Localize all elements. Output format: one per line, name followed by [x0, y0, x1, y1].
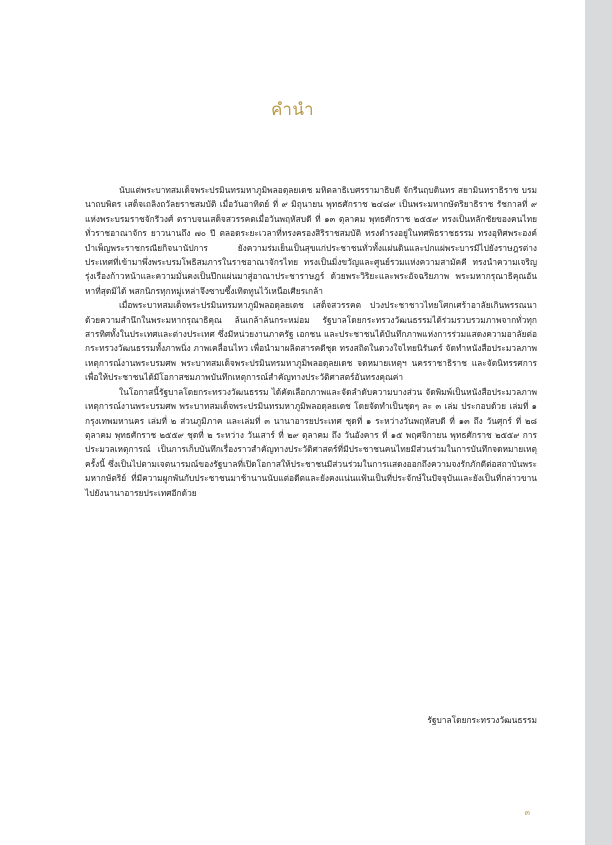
page-edge-bar	[585, 0, 612, 845]
paragraph-1: นับแต่พระบาทสมเด็จพระปรมินทรมหาภูมิพลอดุลยเดช มหิตลาธิเบศรรามาธิบดี จักรีนฤบดินทร สยามินทราธิราช บรมนาถบพิตร เสด็จเถลิงถวัลยราชสมบัติ เมื่อวันอาทิตย์ ที่ ๙ มิถุนายน พุทธศักราช ๒๔๘๙ เป็นพระมหากษัตริยาธิราช รัชกาลที่ ๙ แห่งพระบรมราชจักรีวงศ์ ตราบจนเสด็จสวรรคตเมื่อวันพฤหัสบดี ที่ ๑๓ ตุลาคม พุทธศักราช ๒๕๕๙ ทรงเป็นหลักชัยของคนไทยทั่วราชอาณาจักร ยาวนานถึง ๗๐ ปี ตลอดระยะเวลาที่ทรงครองสิริราชสมบัติ ทรงดำรงอยู่ในทศพิธราชธรรม ทรงอุทิศพระองค์บำเพ็ญพระราชกรณียกิจนานัปการ ยังความร่มเย็นเป็นสุขแก่ประชาชนทั่วทั้งแผ่นดินและปกแผ่พระบารมีไปยังราษฎรต่างประเทศที่เข้ามาพึ่งพระบรมโพธิสมภารในราชอาณาจักรไทย ทรงเป็นมิ่งขวัญและศูนย์รวมแห่งความสามัคคี ทรงนำความเจริญรุ่งเรืองก้าวหน้าและความมั่นคงเป็นปึกแผ่นมาสู่อาณาประชาราษฎร์ ด้วยพระวิริยะและพระอัจฉริยภาพ พระมหากรุณาธิคุณอันหาที่สุดมิได้ พสกนิกรทุกหมู่เหล่าจึงซาบซึ้งเทิดทูนไว้เหนือเศียรเกล้า	[85, 185, 537, 296]
document-body	[85, 183, 537, 500]
page-title: คำนำ	[270, 100, 315, 120]
signature: รัฐบาลโดยกระทรวงวัฒนธรรม	[427, 715, 537, 725]
paragraph-3: ในโอกาสนี้รัฐบาลโดยกระทรวงวัฒนธรรม ได้คัดเลือกภาพและจัดลำดับความบางส่วน จัดพิมพ์เป็นหนังสือประมวลภาพเหตุการณ์งานพระบรมศพ พระบาทสมเด็จพระปรมินทรมหาภูมิพลอดุลยเดช โดยจัดทำเป็นชุดๆ ละ ๓ เล่ม ประกอบด้วย เล่มที่ ๑ กรุงเทพมหานคร เล่มที่ ๒ ส่วนภูมิภาค และเล่มที่ ๓ นานาอารยประเทศ ชุดที่ ๑ ระหว่างวันพฤหัสบดี ที่ ๑๓ ถึง วันศุกร์ ที่ ๒๘ ตุลาคม พุทธศักราช ๒๕๕๙ ชุดที่ ๒ ระหว่าง วันเสาร์ ที่ ๒๙ ตุลาคม ถึง วันอังคาร ที่ ๑๕ พฤศจิกายน พุทธศักราช ๒๕๕๙ การประมวลเหตุการณ์ เป็นการเก็บบันทึกเรื่องราวสำคัญทางประวัติศาสตร์ที่มีประชาชนคนไทยมีส่วนร่วมในการบันทึกจดหมายเหตุครั้งนี้ ซึ่งเป็นไปตามเจตนารมณ์ของรัฐบาลที่เปิดโอกาสให้ประชาชนมีส่วนร่วมในการแสดงออกถึงความจงรักภักดีต่อสถาบันพระมหากษัตริย์ ที่มีความผูกพันกับประชาชนมาช้านานนับแต่อดีตและยังคงแน่นแฟ้นเป็นที่ประจักษ์ในปัจจุบันและยังเป็นที่กล่าวขานไปยังนานาอารยประเทศอีกด้วย	[85, 386, 537, 498]
paragraph-2: เมื่อพระบาทสมเด็จพระปรมินทรมหาภูมิพลอดุลยเดช เสด็จสวรรคต ปวงประชาชาวไทยโศกเศร้าอาลัยเกินพรรณนา ด้วยความสำนึกในพระมหากรุณาธิคุณ ล้นเกล้าล้นกระหม่อม รัฐบาลโดยกระทรวงวัฒนธรรมได้ร่วมรวบรวมภาพจากทั่วทุกสารทิศทั้งในประเทศและต่างประเทศ ซึ่งมีหน่วยงานภาครัฐ เอกชน และประชาชนได้บันทึกภาพแห่งการร่วมแสดงความอาลัยต่อกระทรวงวัฒนธรรมทั้งภาพนิ่ง ภาพเคลื่อนไหว เพื่อนำมาผลิตสารคดีชุด ทรงสถิตในดวงใจไทยนิรันดร์ จัดทำหนังสือประมวลภาพเหตุการณ์งานพระบรมศพ พระบาทสมเด็จพระปรมินทรมหาภูมิพลอดุลยเดช จดหมายเหตุฯ นครราชาธิราช และจัดนิทรรศการเพื่อให้ประชาชนได้มีโอกาสชมภาพบันทึกเหตุการณ์สำคัญทางประวัติศาสตร์อันทรงคุณค่า	[85, 300, 537, 383]
page-number: ๓	[524, 808, 530, 817]
